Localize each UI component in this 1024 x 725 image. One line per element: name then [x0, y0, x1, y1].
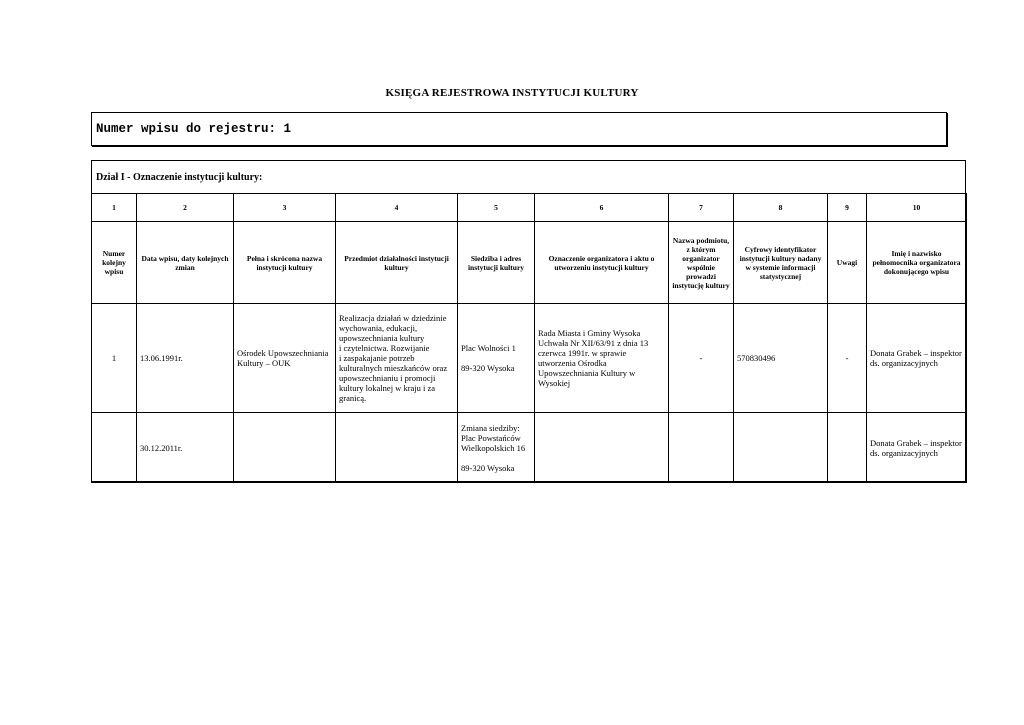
column-number: 6 [535, 194, 669, 222]
cell-address: Plac Wolności 1 89-320 Wysoka [458, 304, 535, 413]
column-header: Przedmiot działalności instytucji kultury [336, 222, 458, 304]
column-number: 10 [867, 194, 967, 222]
cell-entry-number [92, 413, 137, 483]
cell-name [234, 413, 336, 483]
cell-remarks [828, 413, 867, 483]
column-header: Siedziba i adres instytucji kultury [458, 222, 535, 304]
cell-entry-number: 1 [92, 304, 137, 413]
column-header: Numer kolejny wpisu [92, 222, 137, 304]
column-header: Oznaczenie organizatora i aktu o utworzeniu instytucji kultury [535, 222, 669, 304]
entry-number-box [91, 112, 947, 146]
column-header: Imię i nazwisko pełnomocnika organizatora dokonującego wpisu [867, 222, 967, 304]
column-header: Uwagi [828, 222, 867, 304]
column-number: 9 [828, 194, 867, 222]
cell-organizer: Rada Miasta i Gminy Wysoka Uchwała Nr XII/63/91 z dnia 13 czerwca 1991r. w sprawie utworzenia Ośrodka Upowszechniania Kultury w Wysokiej [535, 304, 669, 413]
column-header: Data wpisu, daty kolejnych zmian [137, 222, 234, 304]
column-number: 7 [669, 194, 734, 222]
column-number: 4 [336, 194, 458, 222]
column-number: 1 [92, 194, 137, 222]
cell-representative: Donata Grabek – inspektor ds. organizacyjnych [867, 413, 967, 483]
column-number: 3 [234, 194, 336, 222]
cell-date: 30.12.2011r. [137, 413, 234, 483]
column-number: 8 [734, 194, 828, 222]
cell-activity: Realizacja działań w dziedzinie wychowania, edukacji, upowszechniania kultury i czytelnictwa. Rozwijanie i zaspakajanie potrzeb kulturalnych mieszkańców oraz upowszechnianiu i promocji kultury lokalnej w kraju i za granicą. [336, 304, 458, 413]
register-table [91, 193, 967, 483]
cell-representative: Donata Grabek – inspektor ds. organizacyjnych [867, 304, 967, 413]
cell-co-organizer [669, 413, 734, 483]
page-title: KSIĘGA REJESTROWA INSTYTUCJI KULTURY [385, 87, 639, 99]
column-number: 2 [137, 194, 234, 222]
column-headers-row [92, 222, 967, 304]
section-title: Dział I - Oznaczenie instytucji kultury: [96, 172, 263, 183]
cell-co-organizer: - [669, 304, 734, 413]
column-header: Pełna i skrócona nazwa instytucji kultury [234, 222, 336, 304]
cell-organizer [535, 413, 669, 483]
cell-date: 13.06.1991r. [137, 304, 234, 413]
cell-activity [336, 413, 458, 483]
column-number: 5 [458, 194, 535, 222]
cell-identifier: 570830496 [734, 304, 828, 413]
cell-remarks: - [828, 304, 867, 413]
column-numbers-row [92, 194, 967, 222]
table-row [92, 304, 967, 413]
column-header: Nazwa podmiotu, z którym organizator wspólnie prowadzi instytucję kultury [669, 222, 734, 304]
cell-address: Zmiana siedziby: Plac Powstańców Wielkopolskich 16 89-320 Wysoka [458, 413, 535, 483]
table-row [92, 413, 967, 483]
entry-number-label: Numer wpisu do rejestru: 1 [96, 122, 292, 136]
cell-identifier [734, 413, 828, 483]
section-dzial-1 [91, 160, 966, 482]
column-header: Cyfrowy identyfikator instytucji kultury nadany w systemie informacji statystycznej [734, 222, 828, 304]
cell-name: Ośrodek Upowszechniania Kultury – OUK [234, 304, 336, 413]
